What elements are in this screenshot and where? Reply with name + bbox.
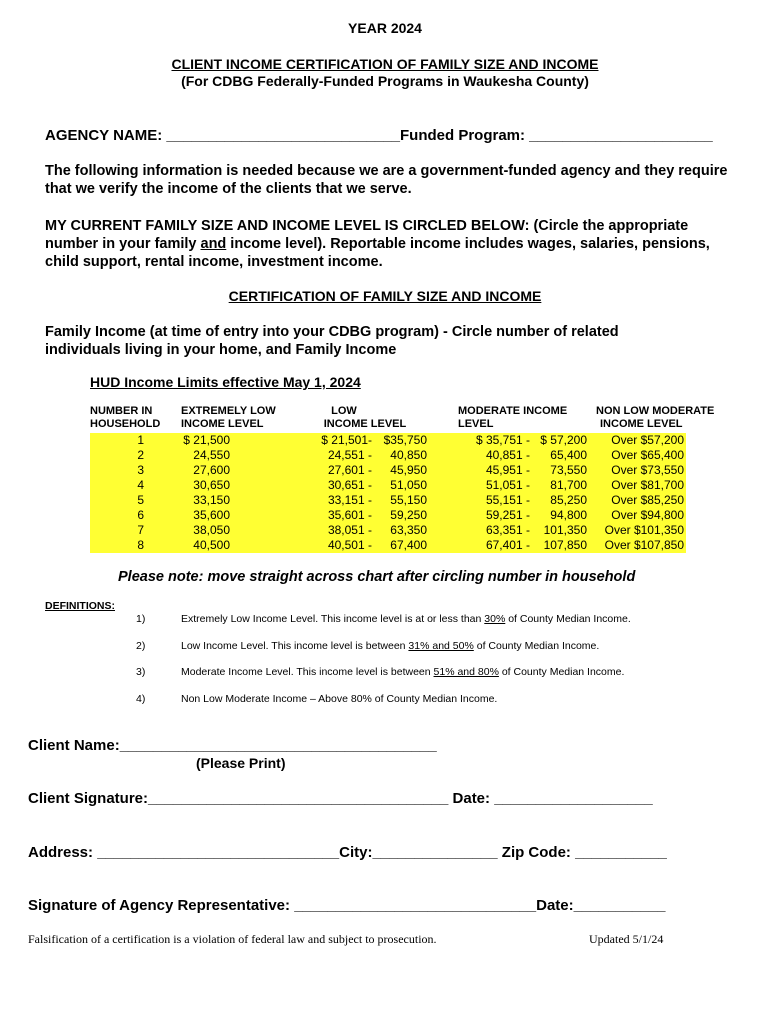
definition-number: 1) [136, 613, 146, 625]
cell-low-to: $35,750 [383, 433, 427, 447]
cell-household[interactable]: 6 [137, 508, 144, 522]
cell-moderate-to: $ 57,200 [540, 433, 587, 447]
client-name-line [28, 737, 437, 754]
header-extremely-low: EXTREMELY LOW INCOME LEVEL [181, 405, 276, 430]
definition-number: 3) [136, 666, 146, 678]
cell-moderate-from: 40,851 - [485, 448, 530, 462]
family-income-paragraph: Family Income (at time of entry into your CDBG program) - Circle number of related individuals living in your home, and Family Income [45, 324, 619, 358]
cell-low-from: 30,651 - [327, 478, 372, 492]
agency-name-label: AGENCY NAME: [45, 127, 167, 144]
cell-moderate-from: 51,051 - [485, 478, 530, 492]
cell-non-low-moderate: Over $81,700 [611, 478, 684, 492]
cell-moderate-to: 73,550 [550, 463, 587, 477]
cell-extremely-low: 24,550 [193, 448, 230, 462]
cell-moderate-from: 45,951 - [485, 463, 530, 477]
intro-paragraph: The following information is needed because we are a government-funded agency and they require that we verify the income of the clients that we serve. [45, 163, 728, 197]
updated-date: Updated 5/1/24 [589, 932, 664, 946]
address-label: Address: [28, 844, 98, 861]
rep-date-label: Date: [536, 897, 574, 914]
date-field[interactable]: ___________________ [494, 790, 653, 807]
cell-moderate-to: 101,350 [543, 523, 587, 537]
cell-household[interactable]: 8 [137, 538, 144, 552]
please-print-note: (Please Print) [196, 755, 286, 771]
cell-extremely-low: 40,500 [193, 538, 230, 552]
cell-low-to: 45,950 [390, 463, 427, 477]
cell-extremely-low: 30,650 [193, 478, 230, 492]
income-table-highlight [90, 433, 686, 553]
cell-low-from: $ 21,501- [321, 433, 372, 447]
cell-non-low-moderate: Over $85,250 [611, 493, 684, 507]
cell-moderate-to: 81,700 [550, 478, 587, 492]
agency-line [45, 127, 713, 144]
cell-non-low-moderate: Over $65,400 [611, 448, 684, 462]
definitions-label: DEFINITIONS: [45, 600, 115, 612]
funded-program-label: Funded Program: [400, 127, 530, 144]
cell-household[interactable]: 3 [137, 463, 144, 477]
client-signature-line [28, 790, 653, 807]
client-signature-field[interactable]: ____________________________________ [148, 790, 449, 807]
hud-limits-title: HUD Income Limits effective May 1, 2024 [90, 374, 361, 390]
section-title: CERTIFICATION OF FAMILY SIZE AND INCOME [228, 288, 542, 304]
document-year: YEAR 2024 [348, 20, 422, 36]
header-non-low-moderate: NON LOW MODERATE INCOME LEVEL [596, 405, 715, 430]
cell-household[interactable]: 5 [137, 493, 144, 507]
header-moderate: MODERATE INCOME LEVEL [458, 405, 568, 430]
zip-label: Zip Code: [497, 844, 576, 861]
city-field[interactable]: _______________ [372, 844, 498, 861]
cell-moderate-from: 63,351 - [485, 523, 530, 537]
current-income-paragraph: MY CURRENT FAMILY SIZE AND INCOME LEVEL IS CIRCLED BELOW: (Circle the appropriate number in your family and income level). Reportable income includes wages, salaries, pensions, child support, rental income, investment income. [45, 218, 710, 270]
cell-extremely-low: 33,150 [193, 493, 230, 507]
address-field[interactable]: _____________________________ [97, 844, 340, 861]
cell-low-from: 33,151 - [327, 493, 372, 507]
definition-number: 4) [136, 693, 146, 705]
zip-field[interactable]: ___________ [575, 844, 667, 861]
definition-text: Non Low Moderate Income – Above 80% of County Median Income. [181, 693, 498, 705]
cell-household[interactable]: 1 [137, 433, 144, 447]
cell-moderate-from: 67,401 - [485, 538, 530, 552]
definition-number: 2) [136, 640, 146, 652]
city-label: City: [339, 844, 373, 861]
client-name-label: Client Name: [28, 737, 120, 754]
cell-non-low-moderate: Over $94,800 [611, 508, 684, 522]
cell-low-to: 67,400 [390, 538, 427, 552]
cell-moderate-to: 65,400 [550, 448, 587, 462]
cell-moderate-to: 94,800 [550, 508, 587, 522]
definition-text: Moderate Income Level. This income level is between 51% and 80% of County Median Income. [181, 666, 625, 678]
agency-rep-signature-field[interactable]: _____________________________ [294, 897, 537, 914]
cell-non-low-moderate: Over $101,350 [604, 523, 684, 537]
cell-moderate-from: 59,251 - [485, 508, 530, 522]
funded-program-field[interactable]: ______________________ [529, 127, 713, 144]
cell-household[interactable]: 7 [137, 523, 144, 537]
cell-moderate-from: $ 35,751 - [475, 433, 530, 447]
agency-name-field[interactable]: ____________________________ [166, 127, 400, 144]
agency-rep-line [28, 897, 665, 914]
client-name-field[interactable]: ______________________________________ [119, 737, 437, 754]
cell-low-to: 55,150 [390, 493, 427, 507]
cell-low-to: 63,350 [390, 523, 427, 537]
cell-low-to: 51,050 [390, 478, 427, 492]
cell-moderate-from: 55,151 - [485, 493, 530, 507]
cell-low-to: 40,850 [390, 448, 427, 462]
cell-extremely-low: $ 21,500 [183, 433, 230, 447]
document-title: CLIENT INCOME CERTIFICATION OF FAMILY SIZE AND INCOME [171, 56, 599, 72]
cell-low-from: 24,551 - [327, 448, 372, 462]
cell-extremely-low: 38,050 [193, 523, 230, 537]
rep-date-field[interactable]: ___________ [573, 897, 666, 914]
cell-low-to: 59,250 [390, 508, 427, 522]
cell-extremely-low: 27,600 [193, 463, 230, 477]
cell-non-low-moderate: Over $107,850 [604, 538, 684, 552]
document-subtitle: (For CDBG Federally-Funded Programs in Waukesha County) [181, 73, 589, 89]
definition-text: Extremely Low Income Level. This income level is at or less than 30% of County Median Income. [181, 613, 631, 625]
cell-non-low-moderate: Over $57,200 [611, 433, 684, 447]
chart-note: Please note: move straight across chart after circling number in household [118, 569, 636, 585]
cell-household[interactable]: 2 [137, 448, 144, 462]
definition-text: Low Income Level. This income level is between 31% and 50% of County Median Income. [181, 640, 600, 652]
cell-low-from: 27,601 - [327, 463, 372, 477]
cell-moderate-to: 85,250 [550, 493, 587, 507]
falsification-notice: Falsification of a certification is a violation of federal law and subject to prosecution. [28, 932, 437, 946]
cell-extremely-low: 35,600 [193, 508, 230, 522]
address-line [28, 844, 667, 861]
cell-low-from: 35,601 - [327, 508, 372, 522]
cell-low-from: 40,501 - [327, 538, 372, 552]
agency-rep-label: Signature of Agency Representative: [28, 897, 295, 914]
date-label: Date: [452, 790, 495, 807]
header-household: NUMBER IN HOUSEHOLD [90, 405, 161, 430]
cell-moderate-to: 107,850 [543, 538, 587, 552]
cell-low-from: 38,051 - [327, 523, 372, 537]
header-low: LOW INCOME LEVEL [323, 405, 407, 430]
cell-non-low-moderate: Over $73,550 [611, 463, 684, 477]
cell-household[interactable]: 4 [137, 478, 144, 492]
client-signature-label: Client Signature: [28, 790, 149, 807]
